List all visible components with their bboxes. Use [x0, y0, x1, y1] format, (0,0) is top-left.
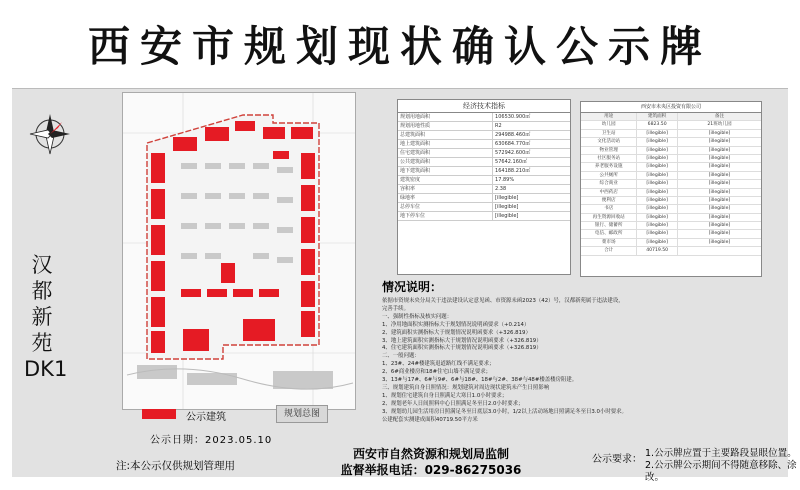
facility-use: 公共厕所 [599, 172, 618, 178]
indicator-label: 总建筑面积 [400, 132, 426, 138]
facility-note: [illegible] [677, 180, 761, 187]
facility-area: [illegible] [636, 138, 677, 145]
note-line: 二、一般问题： [382, 353, 420, 360]
facility-note [677, 247, 761, 254]
note-line: 2、规划老年人日间照料中心日照满足冬至日2.0小时要求； [382, 400, 524, 407]
table-row [398, 113, 570, 122]
legend-label: 公示建筑 [186, 412, 226, 423]
table-header-cell: 备注 [677, 113, 761, 120]
indicator-label: 住宅建筑面积 [400, 150, 431, 156]
note-line: 3、规划幼儿园生活用房日照满足冬至日底层3.0小时，1/2以上活动场地日照满足冬至日3.0小时要求。 [382, 408, 627, 415]
facility-area: [illegible] [636, 197, 677, 204]
facility-area: [illegible] [636, 230, 677, 237]
facility-note: [illegible] [677, 155, 761, 162]
supervisor-block [308, 446, 554, 478]
indicator-value: [illegible] [492, 203, 570, 211]
facility-area: [illegible] [636, 172, 677, 179]
north-arrow-icon [28, 112, 72, 156]
facility-use: 文化活动站 [597, 139, 621, 145]
indicator-value: 572942.600㎡ [492, 149, 570, 157]
indicator-value: 294988.460㎡ [492, 131, 570, 139]
facility-area: [illegible] [636, 147, 677, 154]
facility-use: 综合商业 [599, 181, 618, 187]
project-name: 汉都新苑DK1 [24, 253, 68, 381]
table-row [398, 140, 570, 149]
facility-use: 卫生站 [601, 130, 616, 136]
note-line: 1、23#、24#楼建筑退道路红线不满足要求； [382, 361, 495, 368]
facility-area: 40719.50 [636, 247, 677, 254]
table-row [581, 147, 761, 155]
table-row [398, 122, 570, 131]
table-row [581, 189, 761, 197]
facility-use: 电信、邮政所 [594, 231, 623, 237]
indicator-label: 公共建筑面积 [400, 159, 431, 165]
facility-note: [illegible] [677, 230, 761, 237]
public-facilities-table [580, 101, 762, 277]
facility-note: [illegible] [677, 222, 761, 229]
facility-area: [illegible] [636, 155, 677, 162]
facility-note: [illegible] [677, 172, 761, 179]
facility-area: [illegible] [636, 239, 677, 246]
note-line: 公建配套实测建成面积40719.50平方米 [382, 416, 478, 423]
facility-note: [illegible] [677, 130, 761, 137]
indicator-label: 建筑密度 [400, 177, 421, 183]
table-row [581, 197, 761, 205]
facility-note: [illegible] [677, 214, 761, 221]
table-row [581, 155, 761, 163]
indicator-value: 106530.900㎡ [492, 113, 570, 121]
facility-use: 物业管理 [599, 147, 618, 153]
table-row [581, 205, 761, 213]
indicator-label: 容积率 [400, 186, 416, 192]
facility-use: 社区服务站 [597, 155, 621, 161]
facility-note: [illegible] [677, 239, 761, 246]
indicator-value: 57642.160㎡ [492, 158, 570, 166]
facility-area: [illegible] [636, 130, 677, 137]
table-row [398, 185, 570, 194]
requirements-list [645, 448, 800, 484]
indicator-value: [illegible] [492, 212, 570, 220]
facility-use: 幼儿园 [601, 122, 616, 128]
site-plan [122, 92, 356, 410]
facility-use: 便利店 [601, 197, 616, 203]
indicator-value: 2.38 [492, 185, 570, 193]
facility-note: [illegible] [677, 163, 761, 170]
facility-note: [illegible] [677, 205, 761, 212]
table-header-row [581, 113, 761, 121]
facility-use: 菜市场 [601, 239, 616, 245]
facility-area: [illegible] [636, 222, 677, 229]
table-row [581, 121, 761, 129]
indicator-value: R2 [492, 122, 570, 130]
note-line: 4、住宅建筑面积实测指标大于规划情况说明函要求（+326.819） [382, 345, 542, 352]
indicator-value: 164188.210㎡ [492, 167, 570, 175]
table-row [581, 130, 761, 138]
table-row [581, 222, 761, 230]
indicator-label: 绿地率 [400, 195, 416, 201]
table-row [581, 163, 761, 171]
facility-use: 书店 [604, 206, 614, 212]
report-hotline: 监督举报电话：029-86275036 [340, 463, 522, 477]
table-row [581, 172, 761, 180]
table-row [398, 194, 570, 203]
facility-use: 养老服务设施 [594, 164, 623, 170]
supervisor-name: 西安市自然资源和规划局监制 [352, 447, 509, 461]
note-line: 3、地上建筑面积实测指标大于规划情况说明函要求（+326.819） [382, 337, 542, 344]
table-row [581, 214, 761, 222]
indicator-label: 规划用地面积 [400, 114, 431, 120]
table-row [398, 212, 570, 221]
facility-note: [illegible] [677, 147, 761, 154]
facility-area: [illegible] [636, 163, 677, 170]
indicator-value: 630684.770㎡ [492, 140, 570, 148]
facility-area: [illegible] [636, 205, 677, 212]
indicator-label: 地上建筑面积 [400, 141, 431, 147]
economic-indicators-table [397, 99, 571, 275]
indicator-label: 地下建筑面积 [400, 168, 431, 174]
requirement-item: 2.公示牌公示期间不得随意移除、涂改。 [645, 460, 797, 483]
table-row [398, 131, 570, 140]
note-line: 一、强制性指标及核实问题： [382, 313, 453, 320]
board-title: 西安市规划现状确认公示牌 [87, 22, 712, 71]
table-row [398, 158, 570, 167]
public-facilities-title: 西安市未央区投资有限公司 [581, 102, 761, 113]
note-line: 完善手续。 [382, 305, 409, 312]
table-row [581, 180, 761, 188]
facility-area: 6823.50 [636, 121, 677, 128]
note-line: 1、规划住宅建筑自身日照满足大寒日1.0小时要求； [382, 392, 508, 399]
table-header-cell: 建筑面积 [636, 113, 677, 120]
economic-indicators-title: 经济技术指标 [398, 100, 570, 113]
table-header-cell: 用途 [604, 114, 614, 119]
requirements-label: 公示要求： [592, 454, 642, 465]
publish-date: 公示日期：2023.05.10 [150, 435, 273, 446]
facility-area: [illegible] [636, 180, 677, 187]
table-row [398, 149, 570, 158]
note-line: 依据市资规未央分局关于违法建设认定意见函、市资源未函2023（42）号，汉都新苑属于违法建设， [382, 298, 624, 304]
facility-use: 银行、储蓄所 [594, 223, 623, 229]
facility-note: [illegible] [677, 189, 761, 196]
facility-note: [illegible] [677, 197, 761, 204]
table-row [581, 230, 761, 238]
table-row [398, 203, 570, 212]
indicator-label: 总停车位 [400, 204, 421, 210]
facility-use: 合计 [604, 248, 614, 254]
note-line: 2、6#商业楼房和18#住宅山墙不满足要求； [382, 369, 492, 376]
table-row [581, 239, 761, 247]
site-plan-button[interactable]: 规划总图 [276, 405, 328, 423]
table-row [581, 247, 761, 255]
facility-use: 中西药店 [599, 189, 618, 195]
facility-area: [illegible] [636, 214, 677, 221]
requirement-item: 1.公示牌应置于主要路段显眼位置。 [645, 448, 797, 459]
table-row [398, 176, 570, 185]
legend-swatch [142, 409, 176, 419]
facility-use: 再生资源回收站 [592, 214, 625, 220]
explanation-notes [382, 278, 780, 425]
table-row [398, 167, 570, 176]
facility-area: [illegible] [636, 189, 677, 196]
note-line: 1、净用地面积实测指标大于规划情况说明函要求（+0.214） [382, 321, 530, 328]
disclaimer: 注:本公示仅供规划管理用 [116, 460, 236, 472]
indicator-label: 规划用地性质 [400, 123, 431, 129]
notes-heading: 情况说明： [382, 280, 443, 294]
note-line: 2、建筑面积实测指标大于规划情况说明函要求（+326.819） [382, 329, 531, 336]
indicator-value: [illegible] [492, 194, 570, 202]
note-line: 三、规划建筑自身日照情况：规划建筑对周边现状建筑未产生日照影响 [382, 384, 550, 391]
indicator-label: 地下停车位 [400, 213, 426, 219]
indicator-value: 17.89% [492, 176, 570, 184]
note-line: 3、13#与17#、6#与9#、6#与18#、18#与2#、38#与48#楼盖楼房阻建。 [382, 377, 578, 384]
facility-note: [illegible] [677, 138, 761, 145]
table-row [581, 138, 761, 146]
facility-note: 21班幼儿园 [677, 121, 761, 128]
site-plan-drawing [123, 93, 355, 409]
